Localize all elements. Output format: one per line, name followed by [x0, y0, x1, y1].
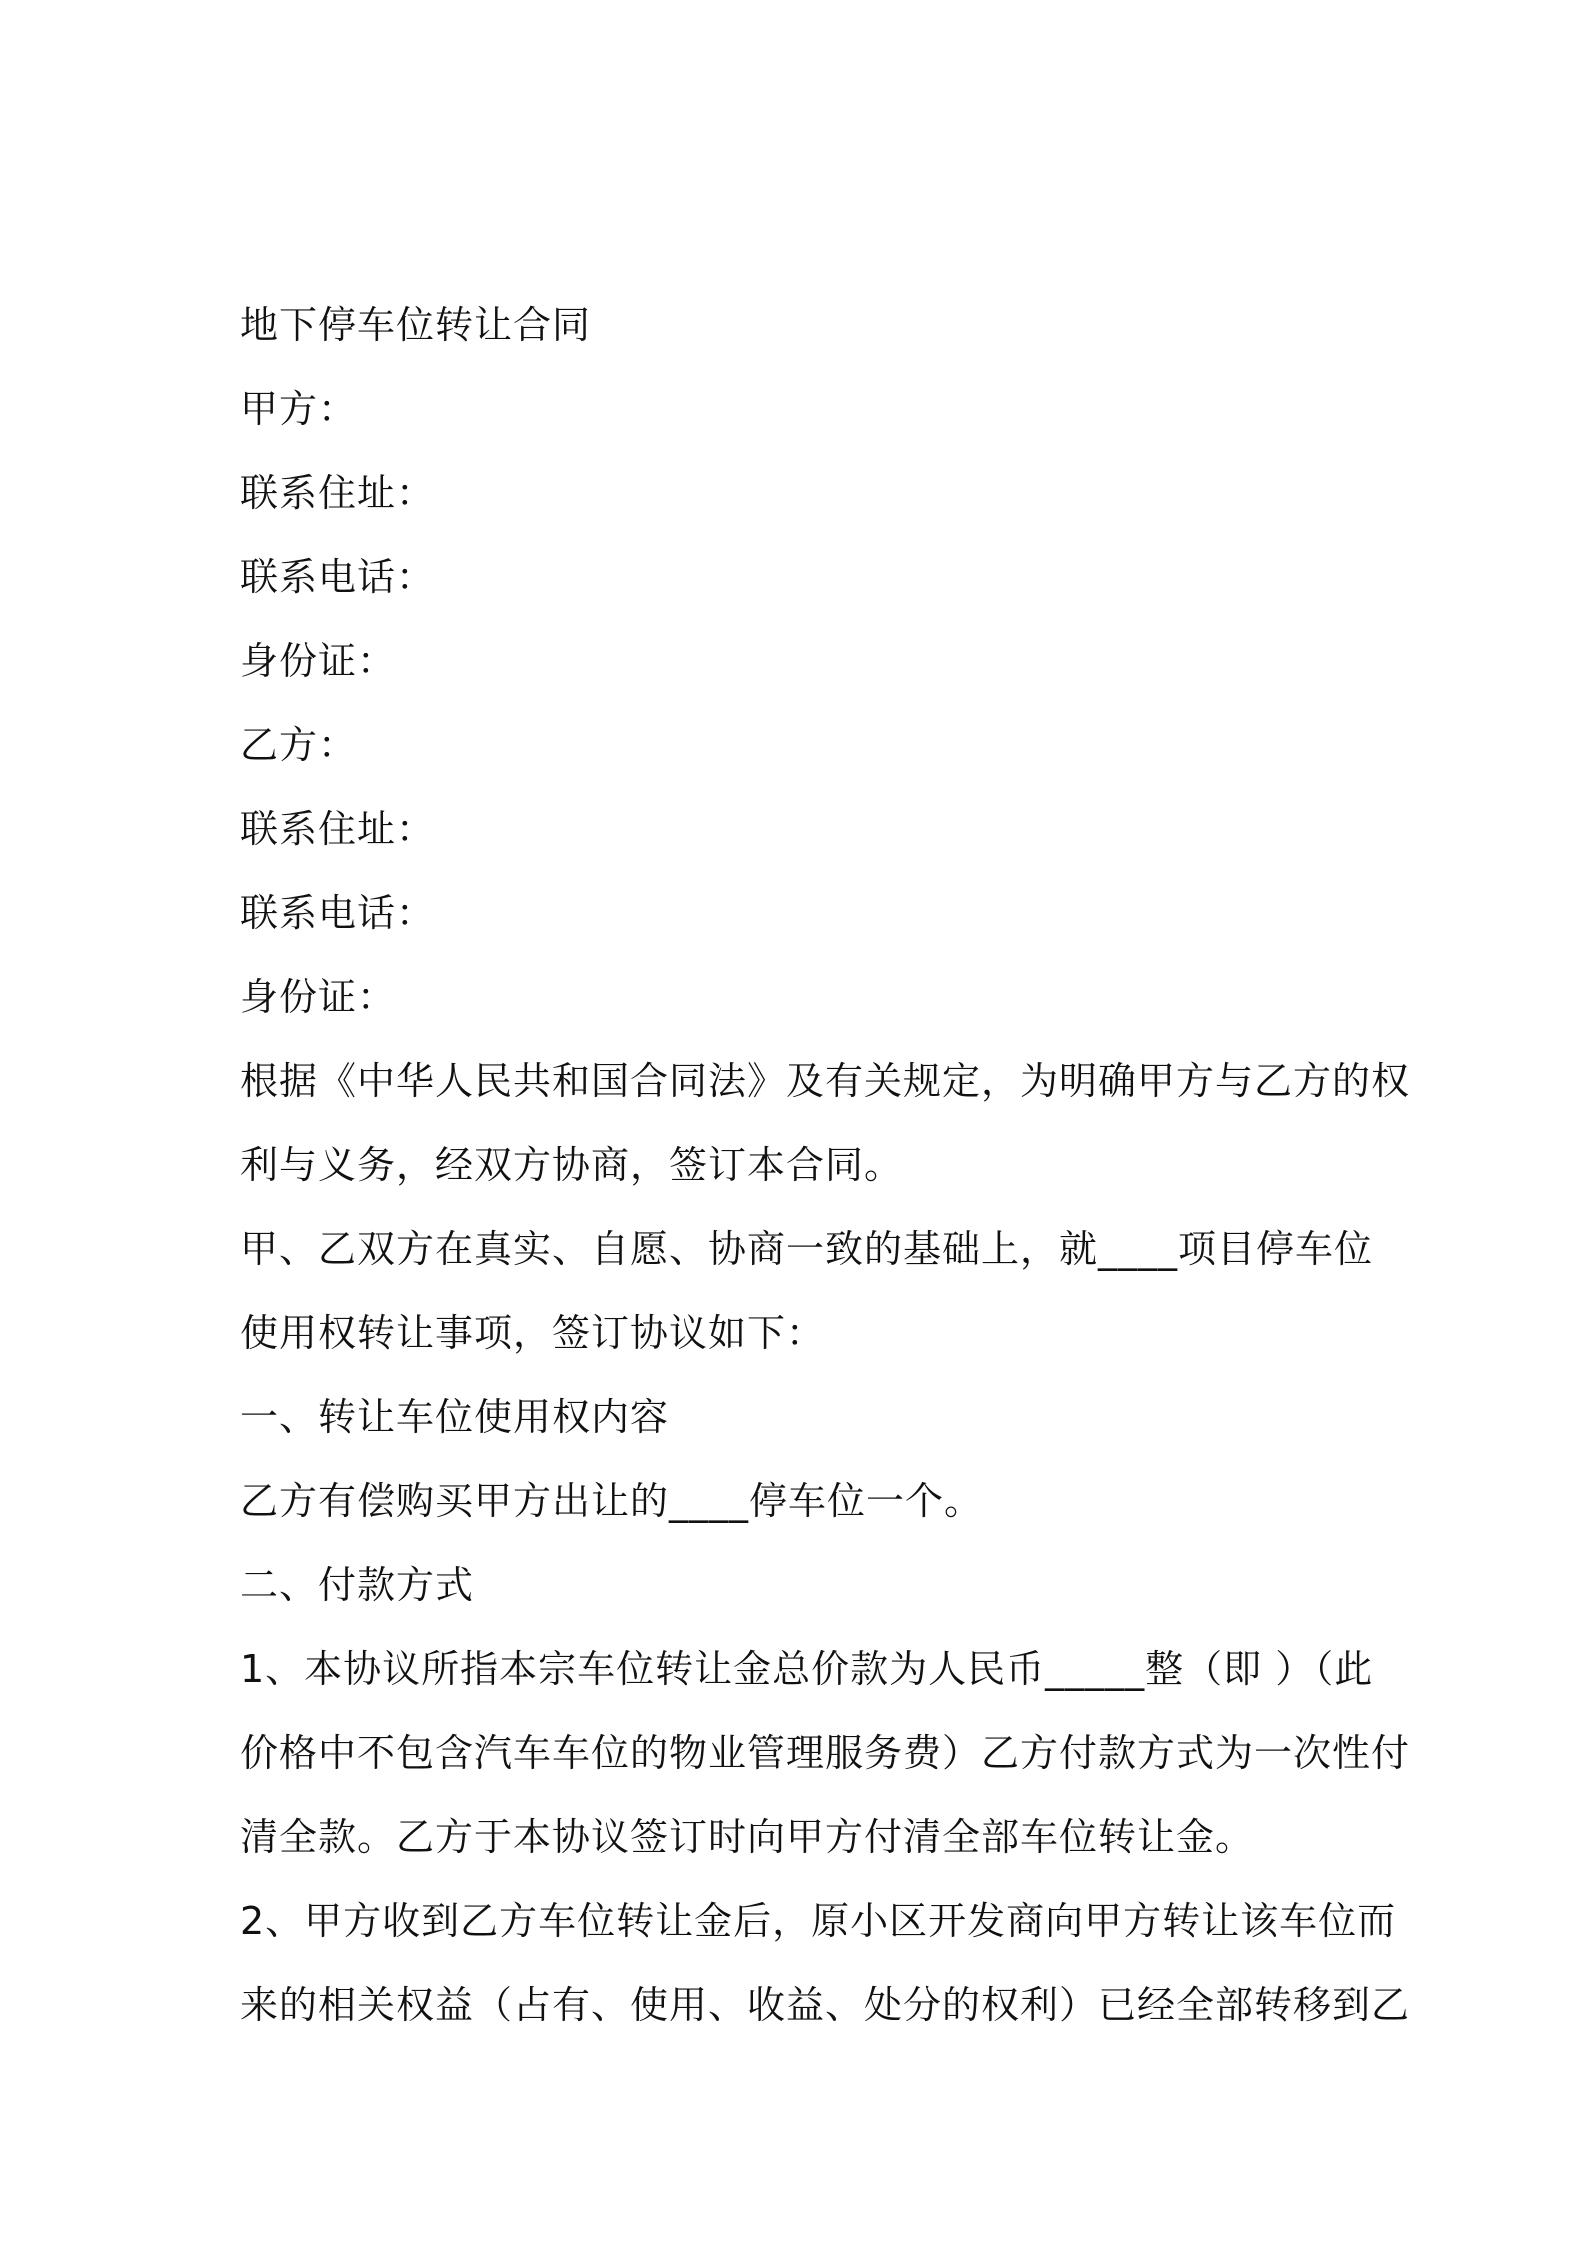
paragraph-line: 清全款。乙方于本协议签订时向甲方付清全部车位转让金。 [240, 1815, 1255, 1859]
party-a-phone-label: 联系电话： [240, 555, 436, 599]
paragraph-line: 2、甲方收到乙方车位转让金后，原小区开发商向甲方转让该车位而 [240, 1899, 1397, 1943]
party-a-label: 甲方： [240, 387, 358, 431]
document-title: 地下停车位转让合同 [240, 303, 592, 347]
party-b-id-label: 身份证： [240, 975, 397, 1019]
party-a-id-label: 身份证： [240, 639, 397, 683]
paragraph-line: 利与义务，经双方协商，签订本合同。 [240, 1143, 904, 1187]
section-heading: 一、转让车位使用权内容 [240, 1395, 670, 1439]
paragraph-line: 来的相关权益（占有、使用、收益、处分的权利）已经全部转移到乙 [240, 1983, 1411, 2027]
party-b-phone-label: 联系电话： [240, 891, 436, 935]
section-heading: 二、付款方式 [240, 1563, 475, 1607]
paragraph-line: 乙方有偿购买甲方出让的____停车位一个。 [240, 1479, 984, 1523]
paragraph-line: 使用权转让事项，签订协议如下： [240, 1311, 826, 1355]
paragraph-line: 根据《中华人民共和国合同法》及有关规定，为明确甲方与乙方的权 [240, 1059, 1411, 1103]
party-b-address-label: 联系住址： [240, 807, 436, 851]
party-a-address-label: 联系住址： [240, 471, 436, 515]
paragraph-line: 1、本协议所指本宗车位转让金总价款为人民币_____整（即 ）（此 [240, 1647, 1374, 1691]
document-body [240, 283, 1411, 2047]
paragraph-line: 甲、乙双方在真实、自愿、协商一致的基础上，就____项目停车位 [240, 1227, 1374, 1271]
paragraph-line: 价格中不包含汽车车位的物业管理服务费）乙方付款方式为一次性付 [240, 1731, 1411, 1775]
party-b-label: 乙方： [240, 723, 358, 767]
